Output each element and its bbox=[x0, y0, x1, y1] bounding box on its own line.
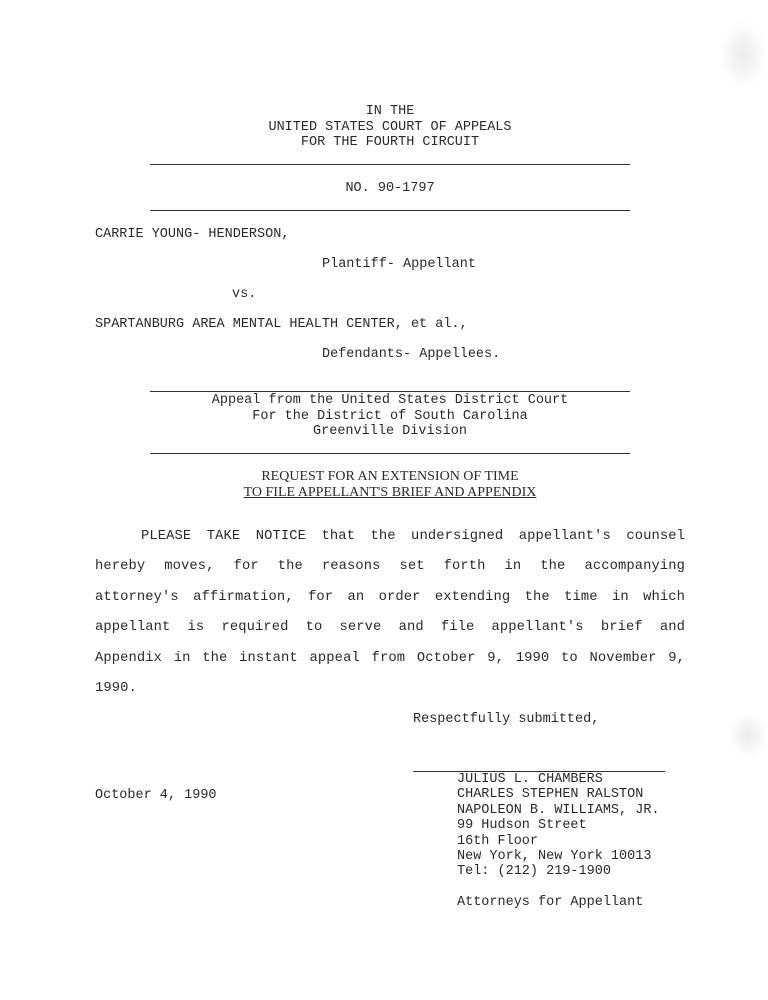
versus-label: vs. bbox=[232, 287, 257, 302]
motion-title-line-2: TO FILE APPELLANT'S BRIEF AND APPENDIX bbox=[243, 484, 537, 500]
body-line-2: hereby moves, for the reasons set forth in the accompanying bbox=[95, 559, 685, 574]
filing-date: October 4, 1990 bbox=[95, 788, 217, 803]
caption-rule-top bbox=[150, 164, 630, 165]
signature-block bbox=[457, 772, 660, 880]
appeal-line-1: Appeal from the United States District Court bbox=[211, 393, 569, 408]
scan-smudge-middle bbox=[728, 710, 768, 760]
signature-line: New York, New York 10013 bbox=[457, 849, 652, 865]
motion-title-line-1: REQUEST FOR AN EXTENSION OF TIME bbox=[261, 469, 519, 484]
signature-line: NAPOLEON B. WILLIAMS, JR. bbox=[457, 802, 660, 818]
appeal-rule-bottom bbox=[150, 453, 630, 454]
body-line-4: appellant is required to serve and file appellant's brief and bbox=[95, 620, 685, 635]
plaintiff-name: CARRIE YOUNG- HENDERSON, bbox=[95, 227, 290, 242]
body-line-6: 1990. bbox=[95, 681, 137, 696]
court-line-1: IN THE bbox=[365, 104, 415, 119]
signature-line: 16th Floor bbox=[457, 833, 539, 849]
caption-rule-bottom bbox=[150, 210, 630, 211]
scan-smudge-top bbox=[718, 20, 768, 90]
attorneys-role: Attorneys for Appellant bbox=[457, 895, 644, 910]
case-number: NO. 90-1797 bbox=[345, 181, 435, 196]
signature-line: Tel: (212) 219-1900 bbox=[457, 864, 611, 880]
motion-title bbox=[150, 469, 630, 500]
court-caption bbox=[150, 104, 630, 151]
body-line-1: PLEASE TAKE NOTICE that the undersigned appellant's counsel bbox=[141, 529, 685, 544]
court-line-3: FOR THE FOURTH CIRCUIT bbox=[300, 135, 480, 150]
appeal-line-3: Greenville Division bbox=[313, 424, 467, 439]
appeal-rule-top bbox=[150, 391, 630, 392]
plaintiff-role: Plantiff- Appellant bbox=[322, 257, 476, 272]
body-line-5: Appendix in the instant appeal from October 9, 1990 to November 9, bbox=[95, 651, 685, 666]
signature-line: JULIUS L. CHAMBERS bbox=[457, 772, 603, 787]
court-line-2: UNITED STATES COURT OF APPEALS bbox=[268, 119, 512, 135]
body-line-3: attorney's affirmation, for an order extending the time in which bbox=[95, 590, 685, 605]
signature-line: 99 Hudson Street bbox=[457, 818, 587, 834]
appeal-from-block bbox=[150, 393, 630, 440]
signature-line: CHARLES STEPHEN RALSTON bbox=[457, 787, 644, 803]
defendant-role: Defendants- Appellees. bbox=[322, 347, 501, 362]
appeal-line-2: For the District of South Carolina bbox=[252, 408, 528, 424]
defendant-name: SPARTANBURG AREA MENTAL HEALTH CENTER, et al., bbox=[95, 317, 468, 332]
respectfully-submitted: Respectfully submitted, bbox=[413, 712, 600, 727]
